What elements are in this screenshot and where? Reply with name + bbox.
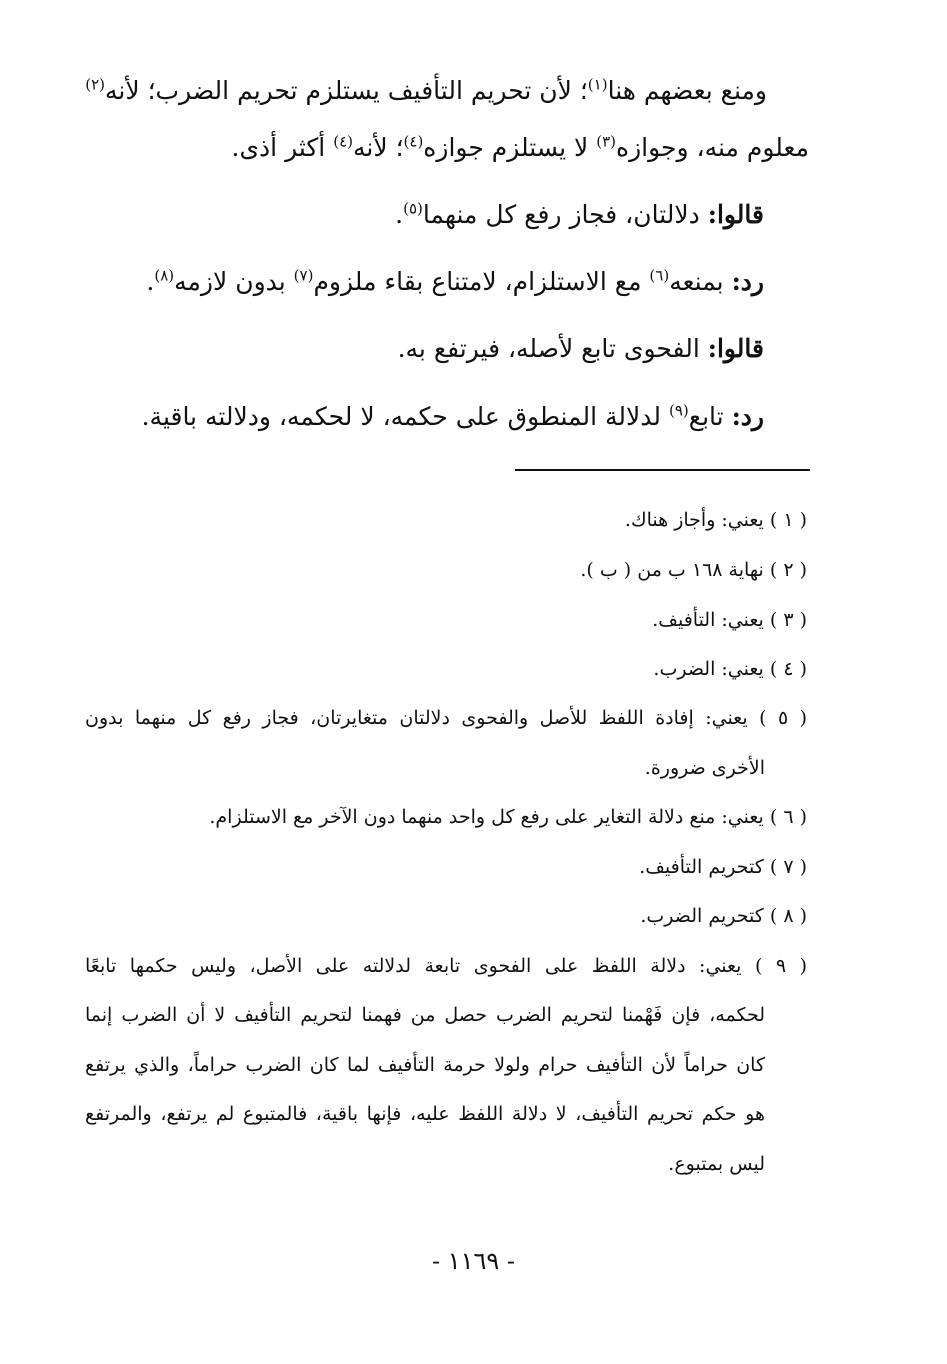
footnote-3: ( ٣ ) يعني: التأفيف. [652, 609, 807, 631]
footnote-6: ( ٦ ) يعني: منع دلالة التغاير على رفع كل واحد منهما دون الآخر مع الاستلزام. [209, 806, 807, 828]
main-line-3 [395, 200, 764, 230]
footnote-5-line-1: ( ٥ ) يعني: إفادة اللفظ للأصل والفحوى دلالتان متغايرتان، فجاز رفع كل منهما بدون [85, 707, 808, 729]
main-text: الفحوى تابع لأصله، فيرتفع به. [397, 334, 708, 363]
main-text: معلوم منه، وجوازه [616, 133, 809, 162]
footnote-9-line-1: ( ٩ ) يعني: دلالة اللفظ على الفحوى تابعة لدلالته على الأصل، وليس حكمها تابعًا [85, 955, 807, 977]
footnote-9-line-4: هو حكم تحريم التأفيف، لا دلالة اللفظ عليه، فإنها باقية، فالمتبوع لم يرتفع، والمرتفع [85, 1103, 765, 1125]
footnote-7: ( ٧ ) كتحريم التأفيف. [639, 856, 807, 878]
footnote-8: ( ٨ ) كتحريم الضرب. [640, 905, 807, 927]
footnote-5-line-2: الأخرى ضرورة. [644, 757, 765, 779]
main-line-6 [142, 402, 764, 432]
main-text: تابع [688, 402, 732, 431]
footnote-ref-3: (٣) [596, 132, 617, 151]
main-text: لدلالة المنطوق على حكمه، لا لحكمه، ودلالته باقية. [141, 402, 669, 431]
section-label-qalu: قالوا: [707, 200, 764, 229]
footnote-1: ( ١ ) يعني: وأجاز هناك. [624, 509, 807, 531]
main-line-1 [85, 76, 767, 106]
footnote-ref-4: (٤) [403, 132, 424, 151]
footnote-9-line-3: كان حراماً لأن التأفيف حرام ولولا حرمة التأفيف لما كان الضرب حراماً، والذي يرتفع [85, 1054, 765, 1076]
footnote-separator [515, 469, 810, 471]
section-label-radd: رد: [731, 402, 764, 431]
page-number: - ١١٦٩ - [431, 1247, 516, 1275]
footnote-ref-8: (٨) [154, 266, 175, 285]
main-text: . [395, 200, 404, 229]
main-text: ومنع بعضهم هنا [607, 76, 767, 105]
footnote-9-line-5: ليس بمتبوع. [668, 1153, 765, 1175]
footnote-4: ( ٤ ) يعني: الضرب. [653, 658, 807, 680]
main-text: ؛ لأنه [353, 133, 404, 162]
footnote-9-line-2: لحكمه، فإن فَهْمنا لتحريم الضرب حصل من فهمنا لتحريم التأفيف لا أن الضرب إنما [85, 1004, 765, 1026]
main-line-2 [232, 133, 809, 163]
footnote-2: ( ٢ ) نهاية ١٦٨ ب من ( ب ). [580, 559, 807, 581]
main-text: لا يستلزم جوازه [423, 133, 597, 162]
footnote-ref-5: (٥) [403, 199, 423, 218]
main-line-5 [398, 334, 764, 364]
main-text: بمنعه [669, 267, 732, 296]
footnote-ref-4b: (٤) [333, 132, 353, 151]
main-text: أكثر أذى. [231, 133, 334, 162]
footnote-ref-9: (٩) [668, 401, 689, 420]
footnote-ref-7: (٧) [293, 266, 314, 285]
footnote-ref-2: (٢) [85, 75, 106, 94]
main-text: ؛ لأن تحريم التأفيف يستلزم تحريم الضرب؛ لأنه [105, 76, 588, 105]
section-label-radd: رد: [731, 267, 764, 296]
main-text: مع الاستلزام، لامتناع بقاء ملزوم [313, 267, 650, 296]
main-text: . [146, 267, 155, 296]
main-text: دلالتان، فجاز رفع كل منهما [422, 200, 708, 229]
main-line-4 [146, 267, 764, 297]
footnote-ref-1: (١) [587, 75, 608, 94]
main-text: بدون لازمه [174, 267, 294, 296]
footnote-ref-6: (٦) [649, 266, 670, 285]
section-label-qalu: قالوا: [707, 334, 764, 363]
